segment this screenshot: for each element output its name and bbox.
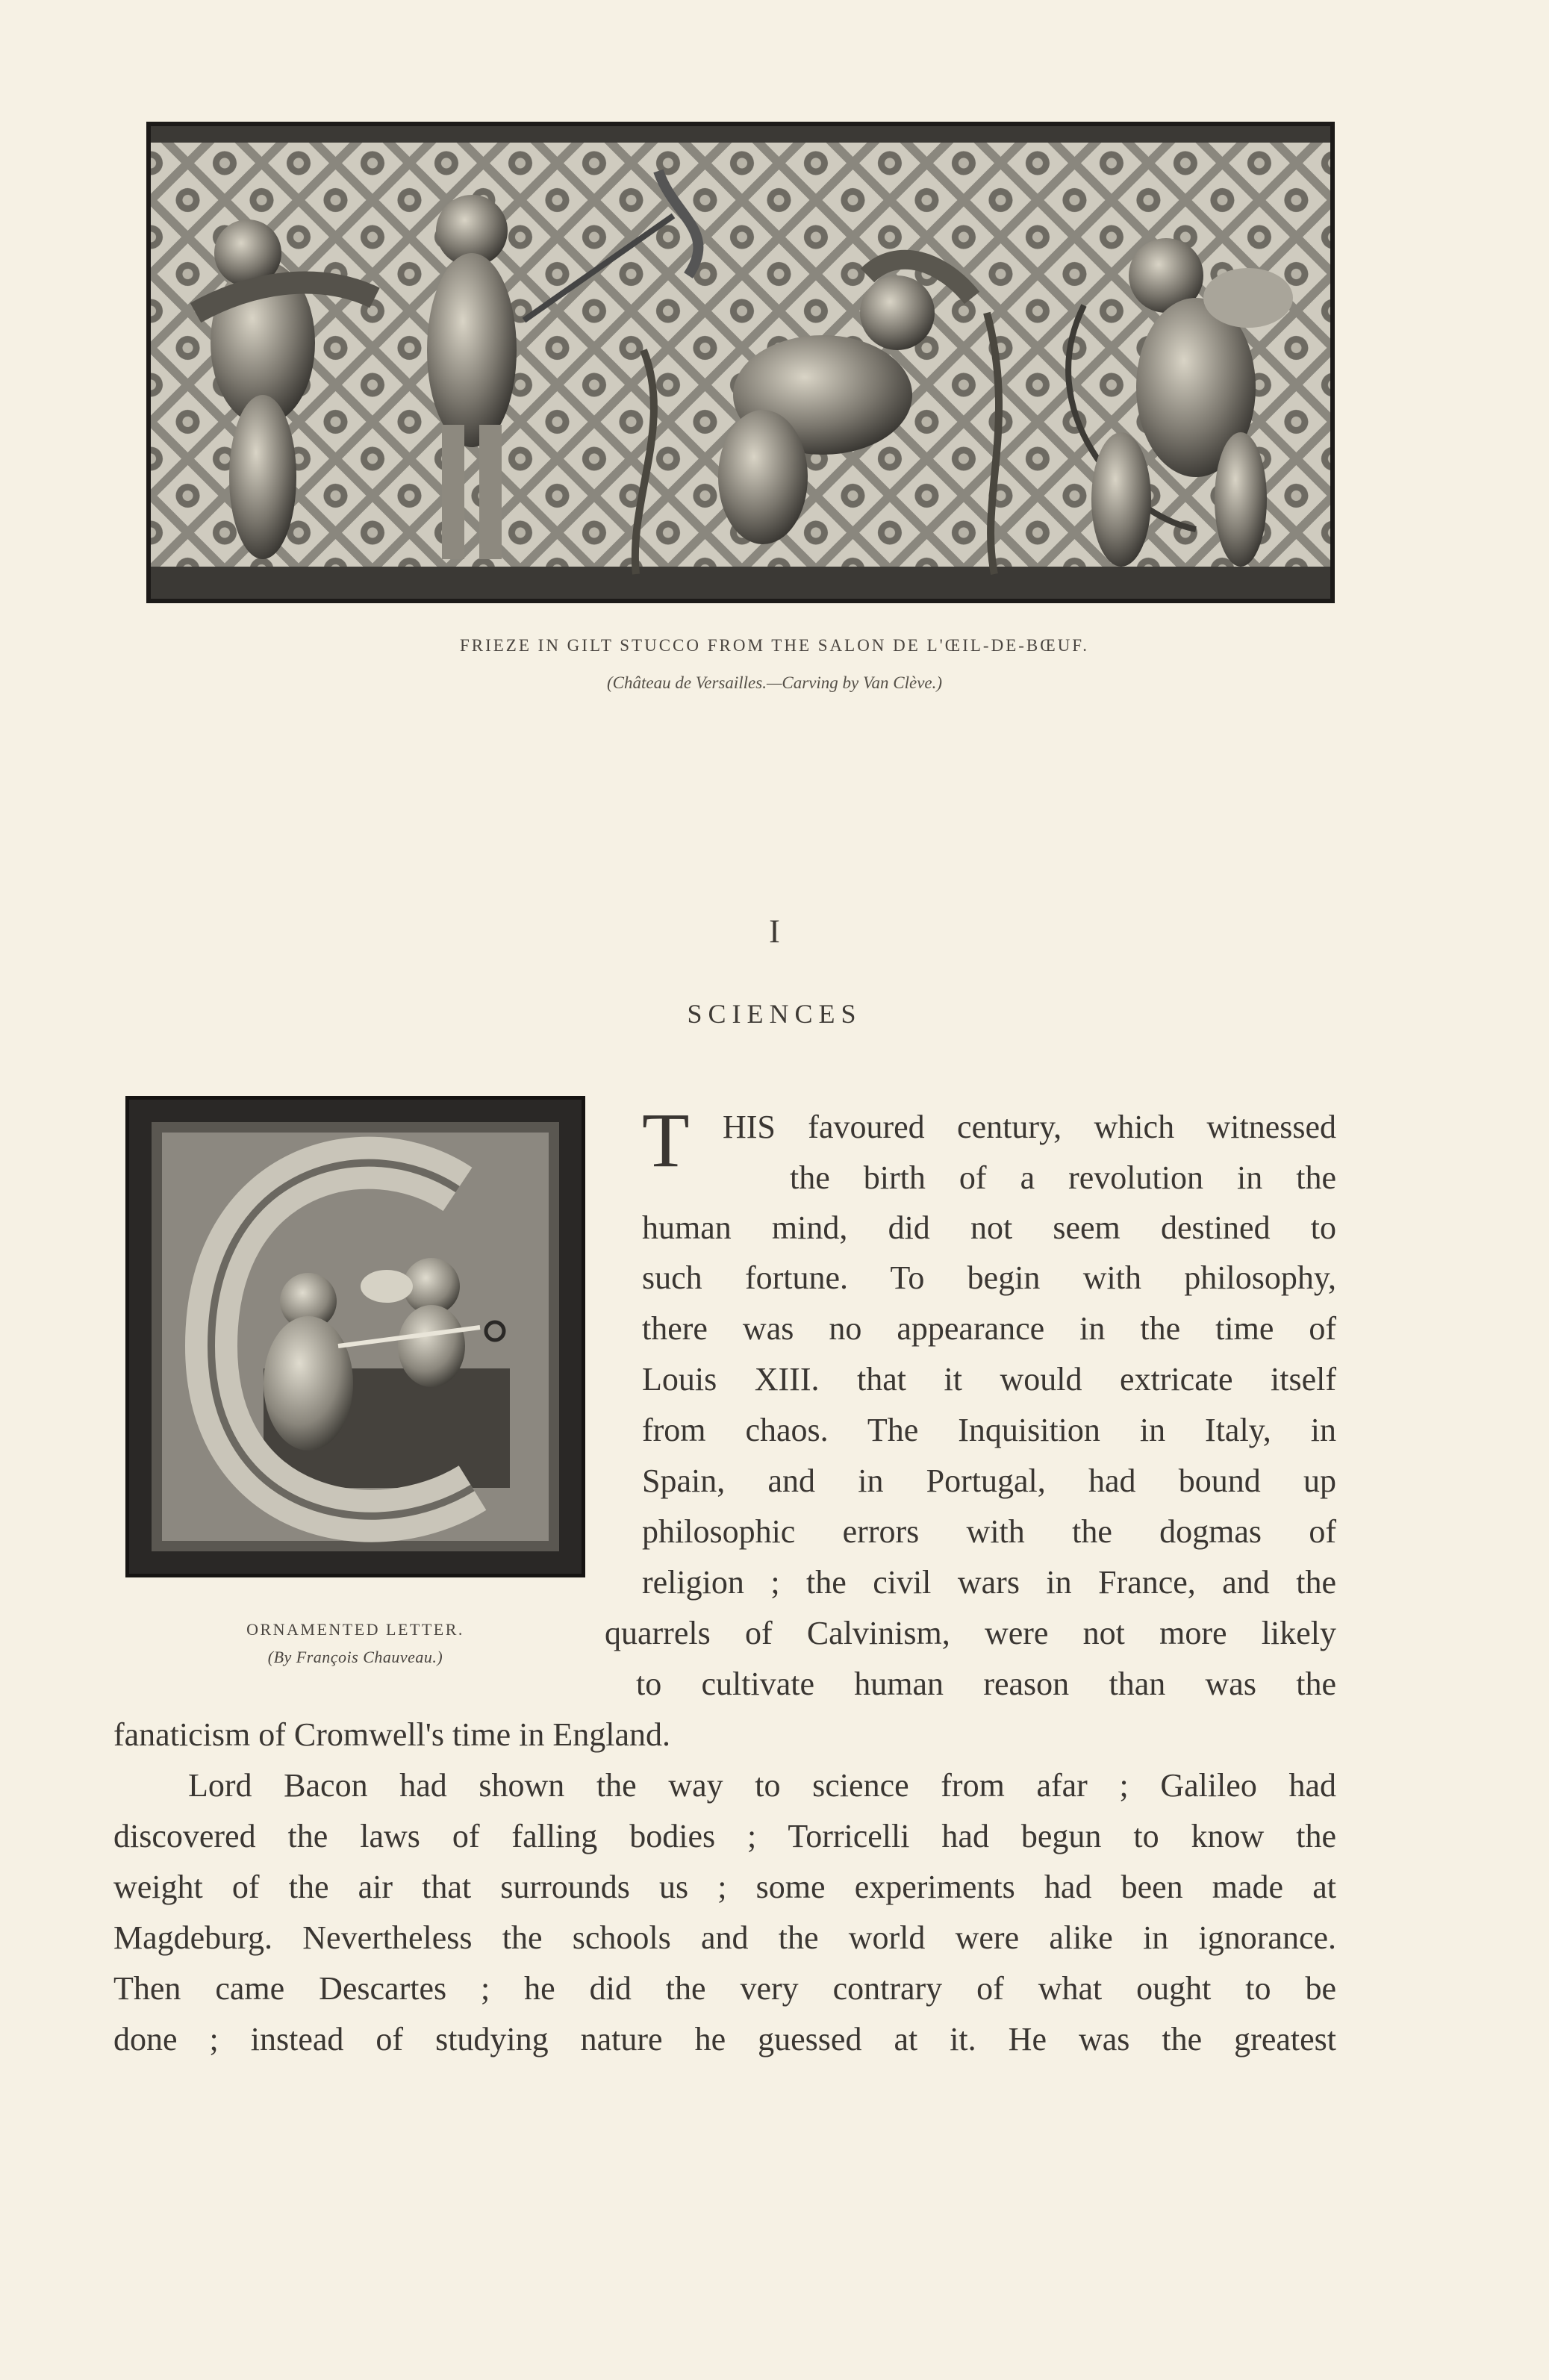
- ornamented-letter-engraving: [129, 1100, 582, 1574]
- text-line: the birth of a revolution in the: [790, 1159, 1336, 1196]
- frieze-engraving: [151, 126, 1330, 599]
- text-line: from chaos. The Inquisition in Italy, in: [642, 1412, 1336, 1448]
- chapter-title: SCIENCES: [687, 999, 862, 1029]
- text-line: fanaticism of Cromwell's time in England.: [113, 1716, 671, 1753]
- text-line: to cultivate human reason than was the: [636, 1666, 1336, 1702]
- text-line: human mind, did not seem destined to: [642, 1209, 1336, 1246]
- text-line: religion ; the civil wars in France, and the: [642, 1564, 1336, 1601]
- text-line: philosophic errors with the dogmas of: [642, 1513, 1336, 1550]
- text-line: Magdeburg. Nevertheless the schools and the world were alike in ignorance.: [113, 1919, 1336, 1956]
- text-line: Louis XIII. that it would extricate itself: [642, 1361, 1336, 1398]
- frieze-illustration: [146, 122, 1335, 603]
- text-line: there was no appearance in the time of: [642, 1310, 1336, 1347]
- text-line: Then came Descartes ; he did the very contrary of what ought to be: [113, 1970, 1336, 2007]
- chapter-number: I: [769, 913, 780, 950]
- text-line: such fortune. To begin with philosophy,: [642, 1259, 1336, 1296]
- frieze-caption: FRIEZE IN GILT STUCCO FROM THE SALON DE L'ŒIL-DE-BŒUF.: [459, 636, 1090, 655]
- text-line: weight of the air that surrounds us ; some experiments had been made at: [113, 1869, 1336, 1905]
- text-line: discovered the laws of falling bodies ; Torricelli had begun to know the: [113, 1818, 1336, 1854]
- text-line: done ; instead of studying nature he guessed at it. He was the greatest: [113, 2021, 1336, 2057]
- frieze-subcaption: (Château de Versailles.—Carving by Van Clève.): [606, 673, 943, 692]
- text-line: Spain, and in Portugal, had bound up: [642, 1462, 1336, 1499]
- ornament-subcaption: (By François Chauveau.): [267, 1648, 443, 1666]
- ornamented-letter-illustration: [125, 1096, 585, 1577]
- text-line: quarrels of Calvinism, were not more likely: [605, 1615, 1336, 1651]
- text-line: Lord Bacon had shown the way to science from afar ; Galileo had: [188, 1767, 1336, 1804]
- text-line: HIS favoured century, which witnessed: [723, 1109, 1336, 1145]
- ornament-caption: ORNAMENTED LETTER.: [246, 1620, 464, 1639]
- drop-cap: T: [642, 1097, 690, 1183]
